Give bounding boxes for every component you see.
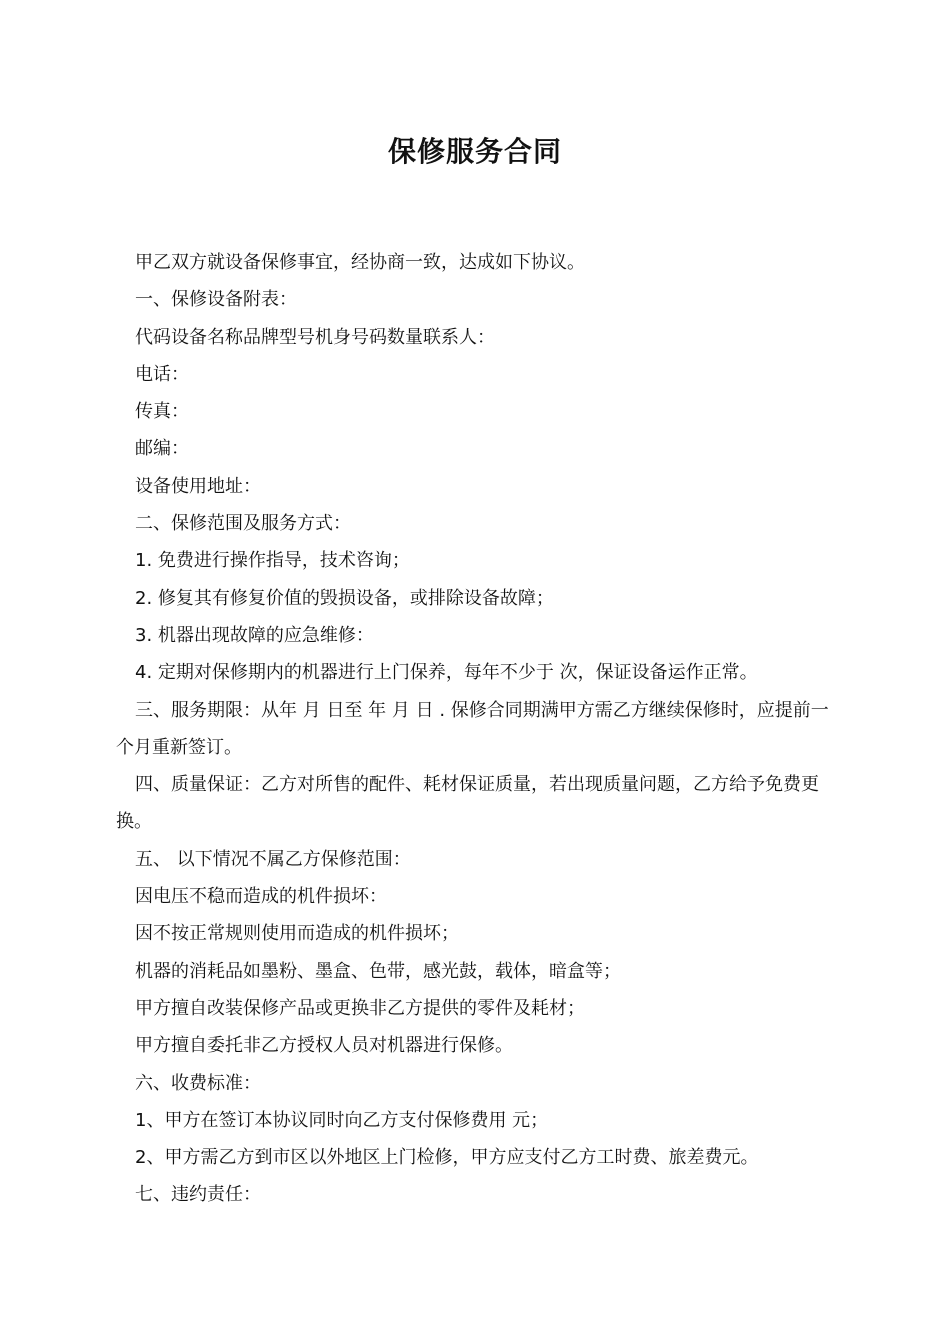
service-item-2: 2. 修复其有修复价值的毁损设备，或排除设备故障； [135,587,554,609]
exclusion-item-1: 因电压不稳而造成的机件损坏： [135,886,387,908]
exclusion-item-4: 甲方擅自改装保修产品或更换非乙方提供的零件及耗材； [135,997,585,1019]
section-5-heading: 五、 以下情况不属乙方保修范围： [135,848,411,870]
address-field: 设备使用地址： [135,475,261,497]
postcode-field: 邮编： [135,438,189,460]
section-1-heading: 一、保修设备附表： [135,289,297,311]
service-item-4: 4. 定期对保修期内的机器进行上门保养，每年不少于 次，保证设备运作正常。 [135,662,758,684]
paragraph-intro: 甲乙双方就设备保修事宜，经协商一致，达成如下协议。 [135,252,585,273]
section-6-heading: 六、收费标准： [135,1072,261,1094]
phone-field: 电话： [135,363,189,385]
service-item-1: 1. 免费进行操作指导，技术咨询； [135,550,410,572]
section-4-quality-guarantee: 四、质量保证：乙方对所售的配件、耗材保证质量，若出现质量问题，乙方给予免费更换。 [116,774,819,833]
document-title: 保修服务合同 [387,135,562,168]
fax-field: 传真： [135,401,189,423]
section-7-heading: 七、违约责任： [135,1184,261,1206]
fee-item-2: 2、甲方需乙方到市区以外地区上门检修，甲方应支付乙方工时费、旅差费元。 [135,1147,759,1169]
equipment-table-header: 代码设备名称品牌型号机身号码数量联系人： [135,326,495,348]
section-2-heading: 二、保修范围及服务方式： [135,513,351,535]
exclusion-item-3: 机器的消耗品如墨粉、墨盒、色带，感光鼓，载体，暗盒等； [135,960,621,982]
section-3-service-period: 三、服务期限：从年 月 日至 年 月 日 . 保修合同期满甲方需乙方继续保修时，应提前一个月重新签订。 [116,699,829,758]
service-item-3: 3. 机器出现故障的应急维修： [135,624,374,646]
exclusion-item-2: 因不按正常规则使用而造成的机件损坏； [135,923,459,945]
fee-item-1: 1、甲方在签订本协议同时向乙方支付保修费用 元； [135,1109,549,1131]
document-body [116,244,840,1214]
exclusion-item-5: 甲方擅自委托非乙方授权人员对机器进行保修。 [135,1035,513,1057]
